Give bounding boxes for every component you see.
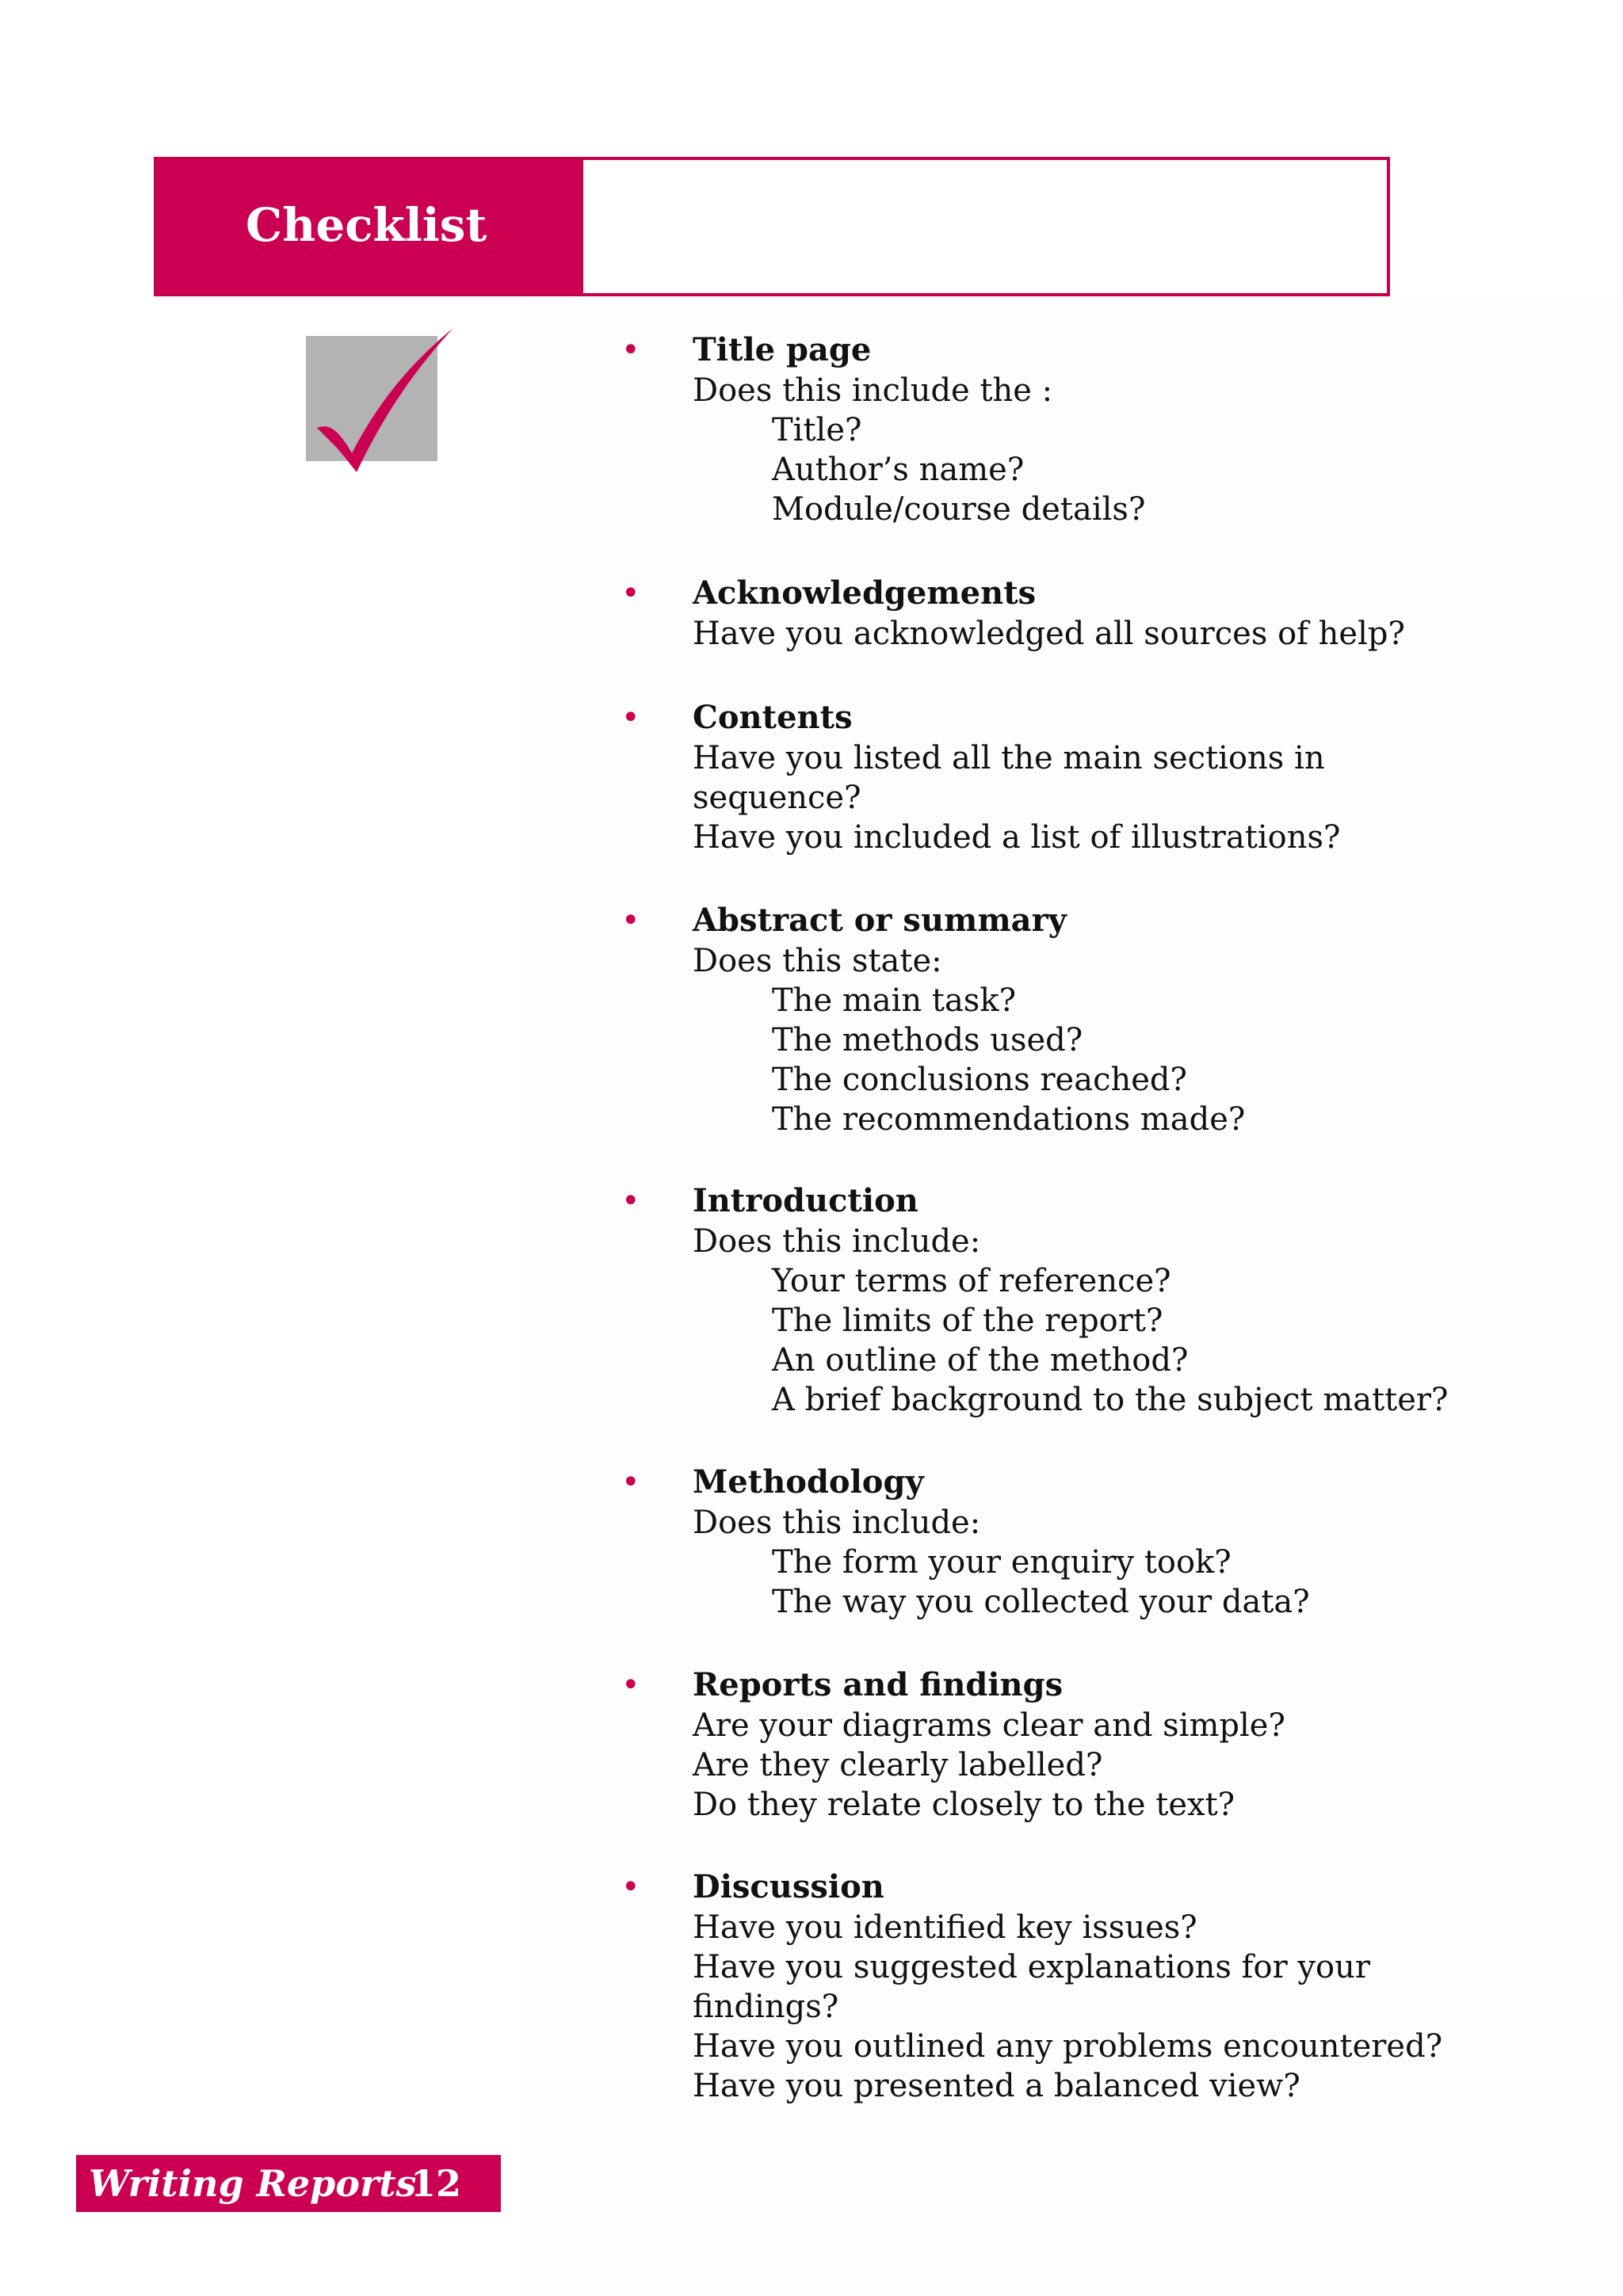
checklist-question: Are they clearly labelled? xyxy=(693,1747,1103,1783)
checklist-question: Have you included a list of illustrations? xyxy=(693,819,1341,856)
checklist-question: Does this include the : xyxy=(693,372,1053,409)
checklist-question: Have you presented a balanced view? xyxy=(693,2068,1300,2104)
checklist-subitem: The main task? xyxy=(772,982,1017,1019)
bullet-icon: • xyxy=(621,700,640,736)
checklist-question: findings? xyxy=(693,1989,839,2025)
bullet-icon: • xyxy=(621,1183,640,1219)
checklist-subitem: A brief background to the subject matter? xyxy=(772,1382,1449,1418)
bullet-icon: • xyxy=(621,1667,640,1703)
checklist-subitem: The conclusions reached? xyxy=(772,1062,1187,1098)
bullet-icon: • xyxy=(621,1869,640,1905)
checklist-section xyxy=(621,1462,1485,1622)
checklist-question: Have you acknowledged all sources of help? xyxy=(693,616,1405,652)
checklist-subitem: An outline of the method? xyxy=(772,1342,1189,1379)
checklist-section xyxy=(621,900,1485,1139)
checklist-question: Does this include: xyxy=(693,1223,981,1260)
checklist-section xyxy=(621,1867,1485,2106)
footer-title: Writing Reports xyxy=(89,2162,417,2205)
checklist-question: Have you suggested explanations for your xyxy=(693,1949,1370,1985)
section-heading: Reports and findings xyxy=(693,1666,1064,1703)
checklist-question: Are your diagrams clear and simple? xyxy=(693,1707,1285,1744)
section-heading: Contents xyxy=(693,699,853,736)
bullet-icon: • xyxy=(621,575,640,612)
checklist-subitem: Your terms of reference? xyxy=(772,1263,1171,1299)
checklist-question: Does this include: xyxy=(693,1505,981,1541)
checklist-subitem: The way you collected your data? xyxy=(772,1584,1310,1620)
section-heading: Acknowledgements xyxy=(693,574,1037,612)
bullet-icon: • xyxy=(621,1464,640,1501)
bullet-icon: • xyxy=(621,902,640,939)
checklist-question: sequence? xyxy=(693,780,861,816)
checklist-question: Does this state: xyxy=(693,943,942,979)
checklist-subitem: The limits of the report? xyxy=(772,1302,1163,1339)
checklist-section xyxy=(621,330,1485,529)
checklist-subitem: The methods used? xyxy=(772,1022,1083,1058)
section-heading: Discussion xyxy=(693,1868,884,1905)
section-heading: Title page xyxy=(693,331,872,368)
checklist-section xyxy=(621,573,1485,654)
section-heading: Introduction xyxy=(693,1182,918,1219)
checklist-subitem: The recommendations made? xyxy=(772,1101,1246,1138)
checklist-subitem: Title? xyxy=(772,412,862,448)
footer-band xyxy=(76,2155,501,2212)
checklist-section xyxy=(621,1180,1485,1420)
checklist-section xyxy=(621,697,1485,857)
checklist-subitem: The form your enquiry took? xyxy=(772,1544,1232,1581)
checklist-section xyxy=(621,1665,1485,1825)
checklist-subitem: Author’s name? xyxy=(772,452,1025,488)
checklist-question: Do they relate closely to the text? xyxy=(693,1787,1235,1823)
page-number: 12 xyxy=(411,2162,462,2205)
bullet-icon: • xyxy=(621,332,640,368)
checklist-subitem: Module/course details? xyxy=(772,491,1146,528)
section-heading: Abstract or summary xyxy=(693,902,1067,939)
page-title: Checklist xyxy=(246,198,487,252)
checklist-question: Have you outlined any problems encountered? xyxy=(693,2028,1443,2065)
checklist-question: Have you identified key issues? xyxy=(693,1909,1197,1946)
section-heading: Methodology xyxy=(693,1463,924,1501)
checklist-question: Have you listed all the main sections in xyxy=(693,740,1325,776)
